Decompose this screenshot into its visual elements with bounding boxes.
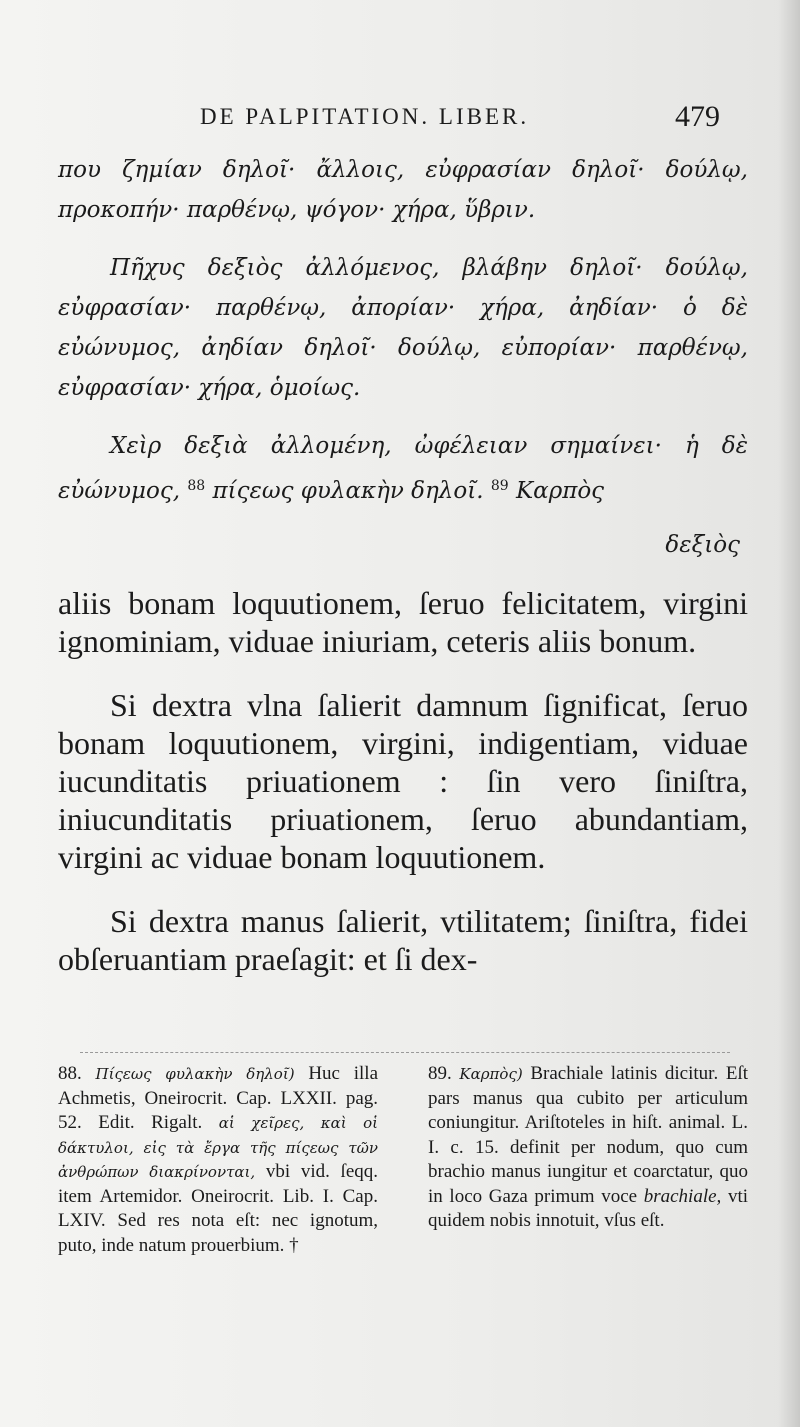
greek-paragraph-3-text-3: Καρπὸς [515,478,605,504]
greek-paragraph-3-text-2: πίςεως φυλακὴν δηλοῖ. [212,478,484,504]
greek-paragraph-2: Πῆχυς δεξιὸς ἀλλόμενος, βλάβην δηλοῖ· δούλῳ, εὐφρασίαν· παρθένῳ, ἀπορίαν· χήρα, ἀηδίαν· ὁ δὲ εὐώνυμος, ἀηδίαν δηλοῖ· δούλῳ, εὐπορίαν· παρθένῳ, εὐφρασίαν· χήρα, ὁμοίως. [58,255,748,401]
footnote-89-text-2: vti quidem nobis innotuit, vſus eſt. [428,1185,749,1231]
latin-paragraph-1: aliis bonam loquutionem, ſeruo felicitatem, virgini ignominiam, viduae iniuriam, ceteris aliis bonum. [58,585,748,659]
footnote-89-label: 89. [428,1063,452,1084]
footnote-88-label: 88. [58,1063,82,1084]
footnote-89-lemma: Καρπὸς) [459,1065,523,1083]
greek-paragraph-3 [58,426,748,511]
page-header [200,100,720,140]
footnote-88 [58,1062,378,1258]
footnote-89 [428,1062,748,1234]
greek-paragraph-3-text: Χεὶρ δεξιὰ ἀλλομένη, ὠφέλειαν σημαίνει· ἡ δὲ εὐώνυμος, [58,433,748,504]
footnote-89-italic-term: brachiale, [643,1185,722,1207]
dagger-mark: † [289,1234,299,1256]
footnote-divider [80,1052,730,1055]
page-number: 479 [675,100,720,133]
greek-text-block [58,150,748,511]
footnote-88-greek-quote: αἱ χεῖρες, καὶ οἱ δάκτυλοι, εἰς τὰ ἔργα τῆς πίςεως τῶν ἀνθρώπων διακρίνονται, [58,1114,379,1181]
latin-text-block [58,584,748,978]
footnote-88-lemma: Πίςεως φυλακὴν δηλοῖ) [95,1065,295,1083]
greek-paragraph-1: που ζημίαν δηλοῖ· ἄλλοις, εὐφρασίαν δηλοῖ· δούλῳ, προκοπήν· παρθένῳ, ψόγον· χήρα, ὕβριν. [58,157,748,223]
footnote-89-text-1: Brachiale latinis dicitur. Eſt pars manus qua cubito per articulum coniungitur. Ariſtoteles in hiſt. animal. L. I. c. 15. definit per nodum, quo cum brachio manus iungitur et coarctatur, quo in loco Gaza primum voce [428,1063,749,1207]
footnote-88-text-1: Huc illa Achmetis, Oneirocrit. Cap. LXXII. pag. 52. Edit. Rigalt. [58,1063,378,1133]
latin-paragraph-2: Si dextra vlna ſalierit damnum ſignificat, ſeruo bonam loquutionem, virgini, indigentiam, viduae iucunditatis priuationem : ſin vero ſiniſtra, iniucunditatis priuationem, ſeruo abundantiam, virgini ac viduae bonam loquutionem. [58,687,748,875]
running-head: DE PALPITATION. LIBER. [200,104,530,129]
footnote-ref-89[interactable]: 89 [490,478,509,494]
page-gutter-shadow [778,0,800,1427]
footnote-88-text-2: vbi vid. ſeqq. item Artemidor. Oneirocrit. Lib. I. Cap. LXIV. Sed res nota eſt: nec ignotum, puto, inde natum prouerbium. [58,1161,378,1256]
latin-paragraph-3: Si dextra manus ſalierit, vtilitatem; ſiniſtra, fidei obſeruantiam praeſagit: et ſi dex- [58,903,748,977]
footnote-ref-88[interactable]: 88 [187,478,206,494]
catchword: δεξιὸς [665,532,740,558]
